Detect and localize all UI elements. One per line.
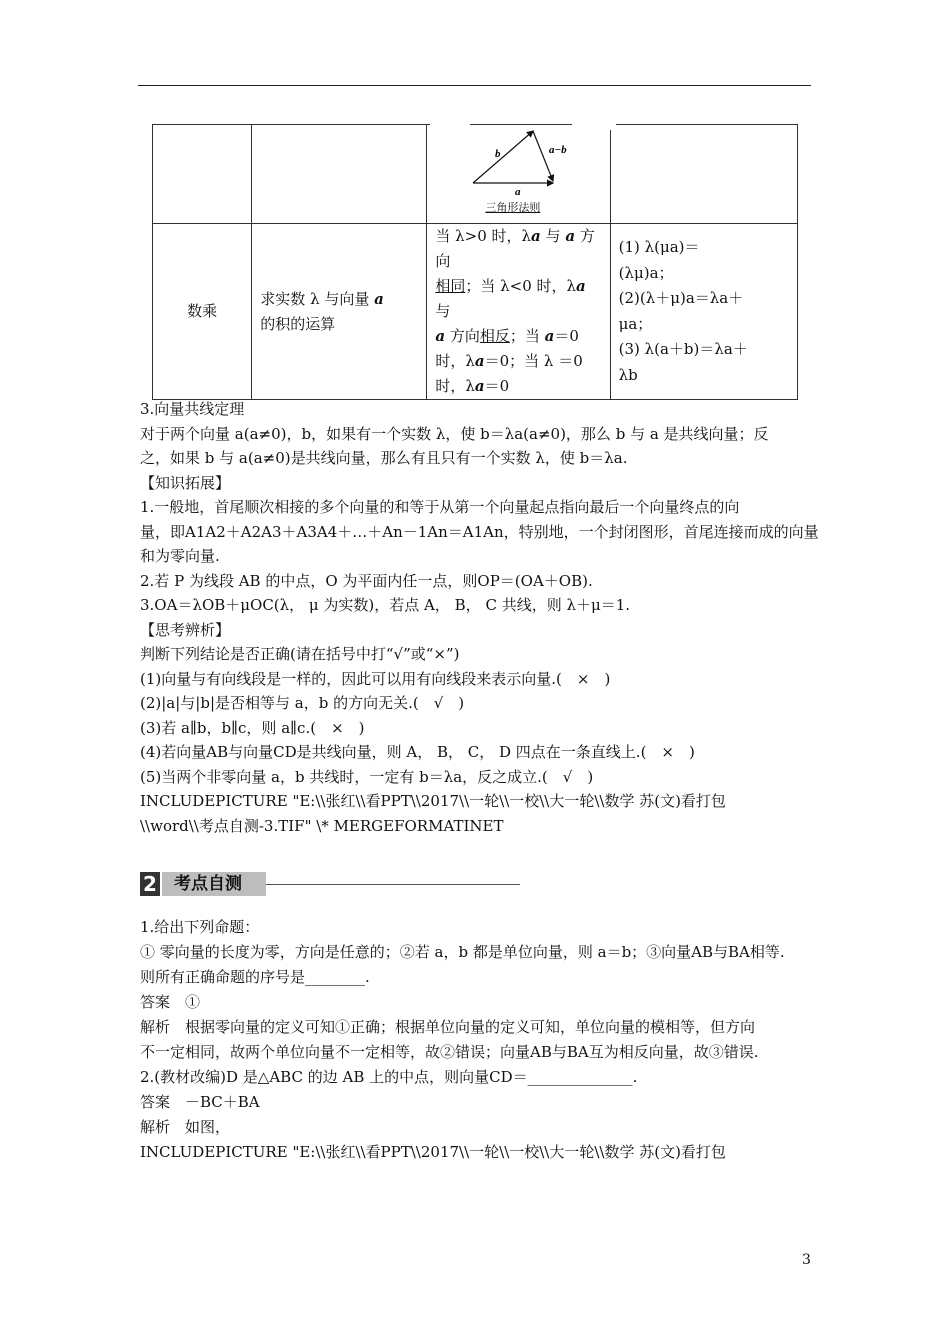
label-a: a (515, 186, 521, 198)
field-code: INCLUDEPICTURE "E:\\张红\\看PPT\\2017\\一轮\\一校\\大一轮\\数学 苏(文)看打包 (140, 792, 726, 810)
cell-definition: 求实数 λ 与向量 a 的积的运算 (252, 224, 427, 400)
table-top-gap (430, 118, 470, 130)
text-line: 1.给出下列命题： (140, 918, 260, 936)
section-title: 考点自测 (162, 872, 266, 896)
text-line: 3.OA＝λOB＋μOC(λ， μ 为实数)，若点 A， B， C 共线，则 λ＋μ＝1. (140, 596, 631, 614)
answer-line: 答案 －BC＋BA (140, 1093, 260, 1111)
heading-reflection: 【思考辨析】 (140, 620, 231, 639)
triangle-rule-caption: 三角形法则 (485, 201, 541, 214)
answer-line: 答案 ① (140, 993, 201, 1011)
body-text (140, 397, 819, 838)
cell-empty-2 (252, 125, 427, 224)
text-line: 之，如果 b 与 a(a≠0)是共线向量，那么有且只有一个实数 λ，使 b＝λa. (140, 449, 628, 467)
text-line: 量，即A1A2＋A2A3＋A3A4＋…＋An－1An＝A1An，特别地，一个封闭图形，首尾连接而成的向量 (140, 522, 819, 541)
cell-triangle-diagram (427, 125, 610, 224)
table-row-triangle (153, 125, 798, 224)
text-line: 和为零向量. (140, 547, 220, 565)
section-number: 2 (140, 872, 160, 896)
section-rule (266, 884, 520, 885)
triangle-rule-diagram (467, 127, 587, 199)
text-line: 1.一般地，首尾顺次相接的多个向量的和等于从第一个向量起点指向最后一个向量终点的向 (140, 498, 740, 516)
judgment-item: (3)若 a∥b，b∥c，则 a∥c.( × ) (140, 718, 365, 737)
section-header-self-test (140, 872, 520, 898)
heading-collinear-theorem: 3.向量共线定理 (140, 400, 245, 418)
self-test-body (140, 915, 815, 1165)
table-top-gap-2 (572, 118, 616, 130)
judgment-item: (2)|a|与|b|是否相等与 a，b 的方向无关.( √ ) (140, 694, 465, 712)
field-code: \\word\\考点自测-3.TIF" \* MERGEFORMATINET (140, 816, 504, 835)
vector-a-minus-b-line (533, 131, 553, 181)
text-line: 解析 根据零向量的定义可知①正确；根据单位向量的定义可知，单位向量的模相等，但方向 (140, 1018, 756, 1036)
vector-operations-table (152, 124, 798, 400)
field-code: INCLUDEPICTURE "E:\\张红\\看PPT\\2017\\一轮\\一校\\大一轮\\数学 苏(文)看打包 (140, 1143, 726, 1161)
cell-geometric-meaning: 当 λ>0 时，λa 与 a 方向 相同；当 λ<0 时，λa 与 a 方向相反；当 a＝0 时，λa＝0；当 λ ＝0 时，λa＝0 (427, 224, 610, 400)
table-row-scalar-multiplication (153, 224, 798, 400)
header-rule (138, 85, 811, 86)
cell-empty-1 (153, 125, 252, 224)
page-number: 3 (802, 1252, 811, 1268)
text-line: ① 零向量的长度为零，方向是任意的；②若 a，b 都是单位向量，则 a＝b；③向量AB与BA相等. (140, 943, 785, 961)
heading-knowledge-extension: 【知识拓展】 (140, 473, 231, 492)
cell-empty-4 (610, 125, 797, 224)
cell-op-name: 数乘 (153, 224, 252, 400)
text-line: 不一定相同，故两个单位向量不一定相等，故②错误；向量AB与BA互为相反向量，故③错误. (140, 1043, 759, 1061)
judgment-item: (4)若向量AB与向量CD是共线向量，则 A， B， C， D 四点在一条直线上.( × ) (140, 743, 695, 761)
text-line: 对于两个向量 a(a≠0)，b，如果有一个实数 λ，使 b＝λa(a≠0)，那么 b 与 a 是共线向量；反 (140, 424, 769, 443)
cell-laws: (1) λ(μa)＝ (λμ)a； (2)(λ＋μ)a＝λa＋ μa； (3) λ(a＋b)＝λa＋ λb (610, 224, 797, 400)
text-line: 解析 如图， (140, 1118, 231, 1136)
text-line: 则所有正确命题的序号是________. (140, 968, 370, 986)
label-a-minus-b: a−b (549, 144, 568, 156)
label-b: b (495, 148, 501, 160)
judgment-item: (1)向量与有向线段是一样的，因此可以用有向线段来表示向量.( × ) (140, 669, 611, 688)
vector-b-line (473, 131, 533, 183)
judgment-item: (5)当两个非零向量 a，b 共线时，一定有 b＝λa，反之成立.( √ ) (140, 767, 594, 786)
text-line: 2.(教材改编)D 是△ABC 的边 AB 上的中点，则向量CD＝______________. (140, 1068, 638, 1086)
text-line: 判断下列结论是否正确(请在括号中打“√”或“×”) (140, 645, 460, 663)
text-line: 2.若 P 为线段 AB 的中点，O 为平面内任一点，则OP＝(OA＋OB). (140, 571, 593, 590)
